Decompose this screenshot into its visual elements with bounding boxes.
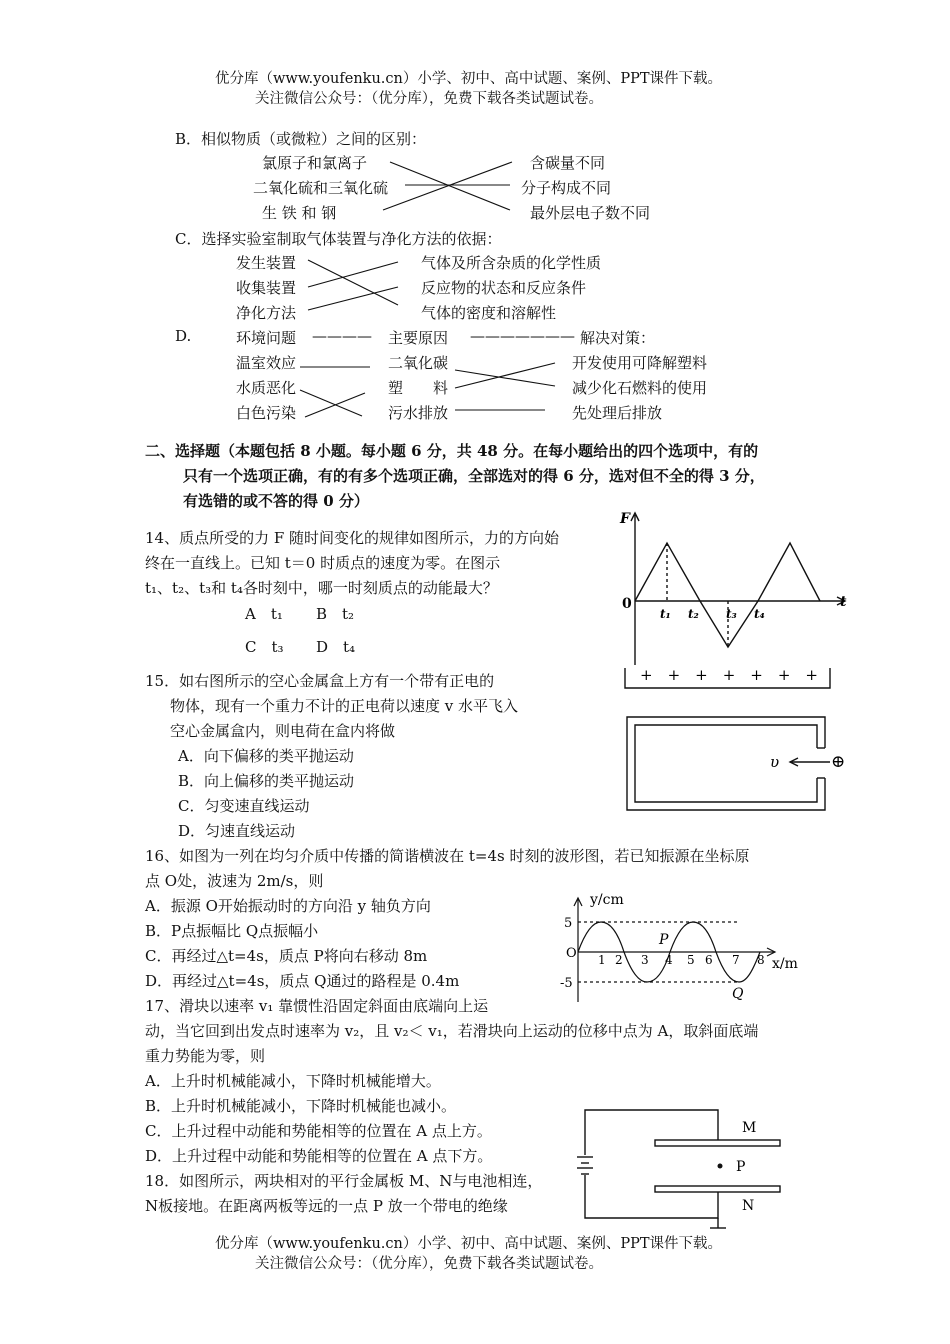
q17-option-d: D．上升过程中动能和势能相等的位置在 A 点下方。 <box>145 1147 493 1165</box>
footer-line-2: 关注微信公众号：（优分库），免费下载各类试题试卷。 <box>255 1256 603 1272</box>
part-c-left-1: 发生装置 <box>236 254 297 272</box>
section-2-line-3: 有选错的或不答的得 0 分） <box>183 492 369 510</box>
q16-graph-x-tick-3: 3 <box>641 953 649 967</box>
q17-option-a: A．上升时机械能减小，下降时机械能增大。 <box>145 1072 441 1090</box>
q16-line-2: 点 O处，波速为 2m/s，则 <box>145 872 324 890</box>
part-d-dash-2: ——————— <box>470 327 575 345</box>
q16-graph-origin: O <box>566 946 577 961</box>
q16-point-p: P <box>659 932 669 948</box>
q17-line-2: 动，当它回到出发点时速率为 v₂，且 v₂＜ v₁，若滑块向上运动的位移中点为 A，取斜面底端 <box>145 1022 759 1040</box>
q14-graph-origin: 0 <box>622 596 632 612</box>
part-c-right-1: 气体及所含杂质的化学性质 <box>421 254 602 272</box>
part-c-title: C．选择实验室制取气体装置与净化方法的依据： <box>175 230 502 248</box>
section-2-line-1: 二、选择题（本题包括 8 小题。每小题 6 分，共 48 分。在每小题给出的四个选项中，有的 <box>145 442 759 460</box>
q17-option-b: B．上升时机械能减小，下降时机械能也减小。 <box>145 1097 457 1115</box>
q18-point-p: P <box>736 1159 746 1175</box>
q16-line-1: 16、如图为一列在均匀介质中传播的简谐横波在 t=4s 时刻的波形图，若已知振源在坐标原 <box>145 847 750 865</box>
part-d-col2-2: 塑 料 <box>388 379 449 397</box>
q14-option-d: D t₄ <box>316 638 356 656</box>
part-d-col2-3: 污水排放 <box>388 404 449 422</box>
q16-graph-x-tick-7: 7 <box>732 953 740 967</box>
part-d-col1-1: 温室效应 <box>236 354 297 372</box>
q16-option-c: C．再经过△t=4s，质点 P将向右移动 8m <box>145 947 428 965</box>
q17-line-1: 17、滑块以速率 v₁ 靠惯性沿固定斜面由底端向上运 <box>145 997 489 1015</box>
part-d-col2-1: 二氧化碳 <box>388 354 449 372</box>
q15-positive-charge: ⊕ <box>831 752 846 772</box>
q14-graph-x-label: t <box>840 594 847 610</box>
part-d-col3-3: 先处理后排放 <box>572 404 663 422</box>
q15-charges: + + + + + + + <box>640 666 818 684</box>
part-b-left-1: 氯原子和氯离子 <box>262 154 368 172</box>
part-d-col1-3: 白色污染 <box>236 404 297 422</box>
part-d-label: D. <box>175 327 192 345</box>
part-c-right-3: 气体的密度和溶解性 <box>421 304 557 322</box>
q15-metal-box-figure <box>620 660 860 820</box>
q14-graph-tick-t2: t₂ <box>688 607 699 621</box>
q16-graph-x-tick-1: 1 <box>598 953 606 967</box>
q14-option-b: B t₂ <box>316 605 355 623</box>
part-b-left-2: 二氧化硫和三氧化硫 <box>253 179 389 197</box>
q18-line-2: N板接地。在距离两板等远的一点 P 放一个带电的绝缘 <box>145 1197 508 1215</box>
q15-line-1: 15．如右图所示的空心金属盒上方有一个带有正电的 <box>145 672 495 690</box>
q16-option-d: D．再经过△t=4s，质点 Q通过的路程是 0.4m <box>145 972 460 990</box>
q16-option-a: A．振源 O开始振动时的方向沿 y 轴负方向 <box>145 897 431 915</box>
part-d-head-2: 主要原因 <box>388 329 449 347</box>
part-d-col1-2: 水质恶化 <box>236 379 297 397</box>
q15-option-c: C．匀变速直线运动 <box>178 797 310 815</box>
part-d-col3-1: 开发使用可降解塑料 <box>572 354 708 372</box>
q16-option-b: B．P点振幅比 Q点振幅小 <box>145 922 319 940</box>
q15-option-b: B．向上偏移的类平抛运动 <box>178 772 355 790</box>
header-line-2: 关注微信公众号：（优分库），免费下载各类试题试卷。 <box>255 91 603 107</box>
q16-graph-x-tick-8: 8 <box>757 953 765 967</box>
part-b-left-3: 生 铁 和 钢 <box>262 204 337 222</box>
q15-option-a: A．向下偏移的类平抛运动 <box>178 747 354 765</box>
q16-graph-y-label: y/cm <box>590 892 624 908</box>
q14-graph-tick-t4: t₄ <box>754 607 765 621</box>
q14-option-a: A t₁ <box>245 605 283 623</box>
q15-velocity-label: υ <box>770 753 780 771</box>
q14-line-2: 终在一直线上。已知 t＝0 时质点的速度为零。在图示 <box>145 554 501 572</box>
part-d-dash-1: ———— <box>312 327 372 345</box>
footer-line-1: 优分库（www.youfenku.cn）小学、初中、高中试题、案例、PPT课件下载。 <box>215 1236 723 1252</box>
q17-line-3: 重力势能为零，则 <box>145 1047 266 1065</box>
q14-line-1: 14、质点所受的力 F 随时间变化的规律如图所示，力的方向始 <box>145 529 560 547</box>
q14-graph-tick-t3: t₃ <box>726 607 737 621</box>
q18-plate-m: M <box>742 1120 757 1136</box>
q16-wave-graph <box>560 890 810 1005</box>
q15-line-3: 空心金属盒内，则电荷在盒内将做 <box>170 722 396 740</box>
part-c-left-3: 净化方法 <box>236 304 297 322</box>
part-c-left-2: 收集装置 <box>236 279 297 297</box>
part-d-col3-2: 减少化石燃料的使用 <box>572 379 708 397</box>
part-d-head-3: 解决对策： <box>580 329 656 347</box>
q14-force-graph <box>610 505 850 665</box>
q16-graph-x-tick-5: 5 <box>687 953 695 967</box>
part-b-title: B．相似物质（或微粒）之间的区别： <box>175 130 427 148</box>
q18-plate-n: N <box>742 1198 755 1214</box>
q15-option-d: D．匀速直线运动 <box>178 822 296 840</box>
part-b-right-1: 含碳量不同 <box>530 154 606 172</box>
part-c-right-2: 反应物的状态和反应条件 <box>421 279 587 297</box>
q16-graph-x-tick-2: 2 <box>615 953 623 967</box>
q14-line-3: t₁、t₂、t₃和 t₄各时刻中，哪一时刻质点的动能最大？ <box>145 579 498 597</box>
q16-point-q: Q <box>732 986 744 1002</box>
part-b-right-2: 分子构成不同 <box>521 179 612 197</box>
q18-line-1: 18．如图所示，两块相对的平行金属板 M、N与电池相连， <box>145 1172 543 1190</box>
q15-line-2: 物体，现有一个重力不计的正电荷以速度 v 水平飞入 <box>170 697 519 715</box>
q17-option-c: C．上升过程中动能和势能相等的位置在 A 点上方。 <box>145 1122 492 1140</box>
q14-option-c: C t₃ <box>245 638 284 656</box>
q16-graph-x-tick-4: 4 <box>665 953 673 967</box>
q16-graph-y-tick-neg5: -5 <box>560 976 573 991</box>
part-d-head-1: 环境问题 <box>236 329 297 347</box>
section-2-line-2: 只有一个选项正确，有的有多个选项正确，全部选对的得 6 分，选对但不全的得 3 分， <box>183 467 765 485</box>
header-line-1: 优分库（www.youfenku.cn）小学、初中、高中试题、案例、PPT课件下载。 <box>215 71 723 87</box>
q14-graph-y-label: F <box>620 511 630 527</box>
q16-graph-x-label: x/m <box>772 956 798 972</box>
part-b-right-3: 最外层电子数不同 <box>530 204 651 222</box>
q16-graph-y-tick-5: 5 <box>564 916 573 931</box>
q18-capacitor-figure <box>560 1100 800 1230</box>
q14-graph-tick-t1: t₁ <box>660 607 671 621</box>
q16-graph-x-tick-6: 6 <box>705 953 713 967</box>
